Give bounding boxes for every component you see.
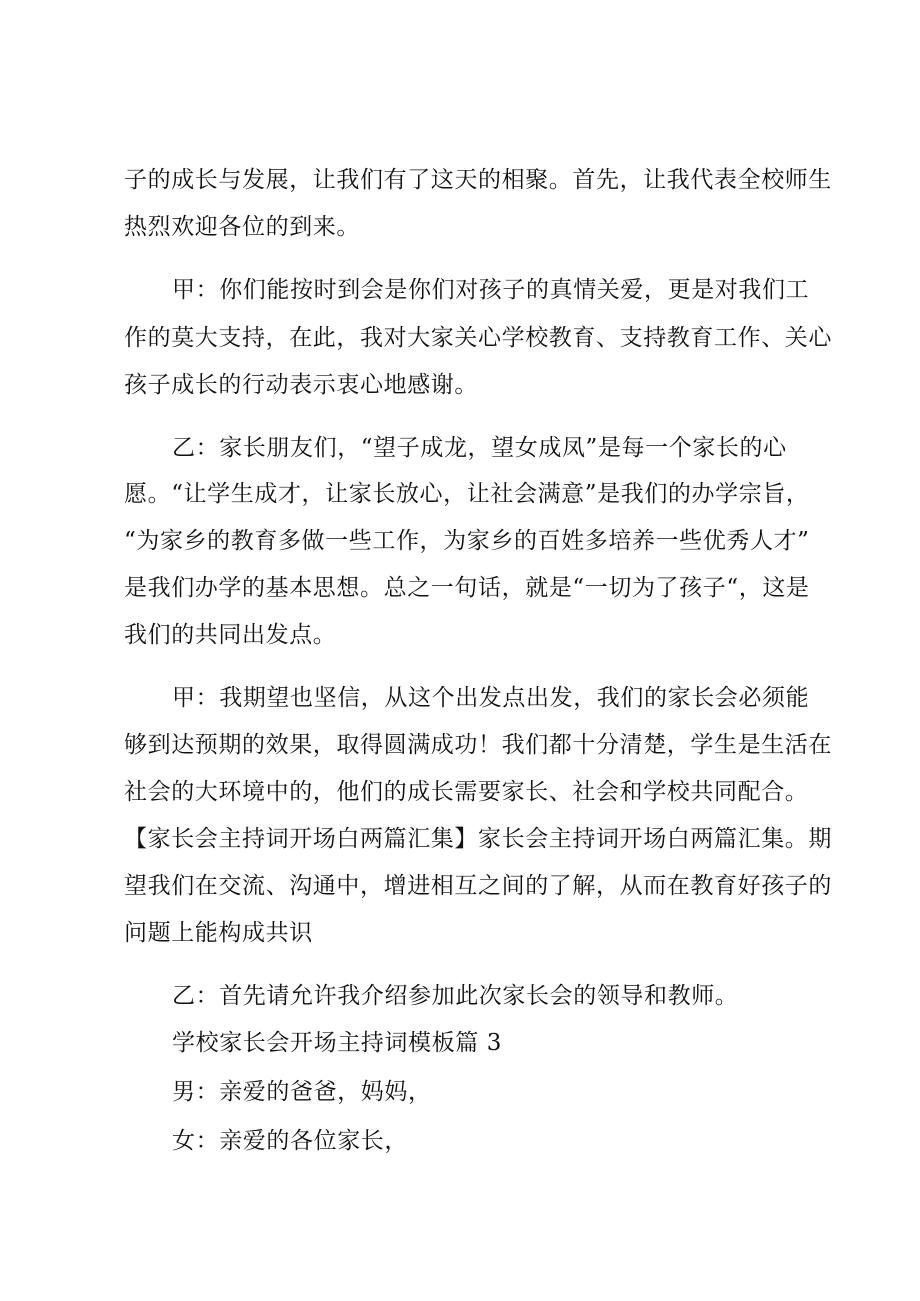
text-line: 男：亲爱的爸爸，妈妈， — [172, 1079, 432, 1105]
text-line: 问题上能构成共识 — [124, 920, 313, 946]
section-heading: 学校家长会开场主持词模板篇 3 — [172, 1030, 502, 1056]
text-line: 望我们在交流、沟通中，增进相互之间的了解，从而在教育好孩子的 — [124, 873, 832, 899]
text-line: 甲：你们能按时到会是你们对孩子的真情关爱，更是对我们工 — [172, 277, 810, 303]
text-line: 孩子成长的行动表示衷心地感谢。 — [124, 372, 478, 398]
text-line: 【家长会主持词开场白两篇汇集】家长会主持词开场白两篇汇集。期 — [124, 826, 832, 852]
text-line: 乙：首先请允许我介绍参加此次家长会的领导和教师。 — [172, 983, 739, 1009]
text-line: 热烈欢迎各位的到来。 — [124, 214, 360, 240]
text-line: 女：亲爱的各位家长， — [172, 1128, 408, 1154]
text-line: 甲：我期望也坚信，从这个出发点出发，我们的家长会必须能 — [172, 685, 810, 711]
text-line: 是我们办学的基本思想。总之一句话，就是“一切为了孩子“，这是 — [124, 575, 810, 601]
text-line: 子的成长与发展，让我们有了这天的相聚。首先，让我代表全校师生 — [124, 167, 832, 193]
text-line: 乙：家长朋友们，“望子成龙，望女成凤”是每一个家长的心 — [172, 435, 787, 461]
text-line: 作的莫大支持，在此，我对大家关心学校教育、支持教育工作、关心 — [124, 325, 832, 351]
text-line: 愿。“让学生成才，让家长放心，让社会满意”是我们的办学宗旨， — [124, 481, 810, 507]
text-line: 社会的大环境中的，他们的成长需要家长、社会和学校共同配合。 — [124, 779, 809, 805]
text-line: 我们的共同出发点。 — [124, 622, 337, 648]
text-line: 够到达预期的效果，取得圆满成功！我们都十分清楚，学生是生活在 — [124, 732, 832, 758]
text-line: “为家乡的教育多做一些工作，为家乡的百姓多培养一些优秀人才” — [124, 528, 810, 554]
